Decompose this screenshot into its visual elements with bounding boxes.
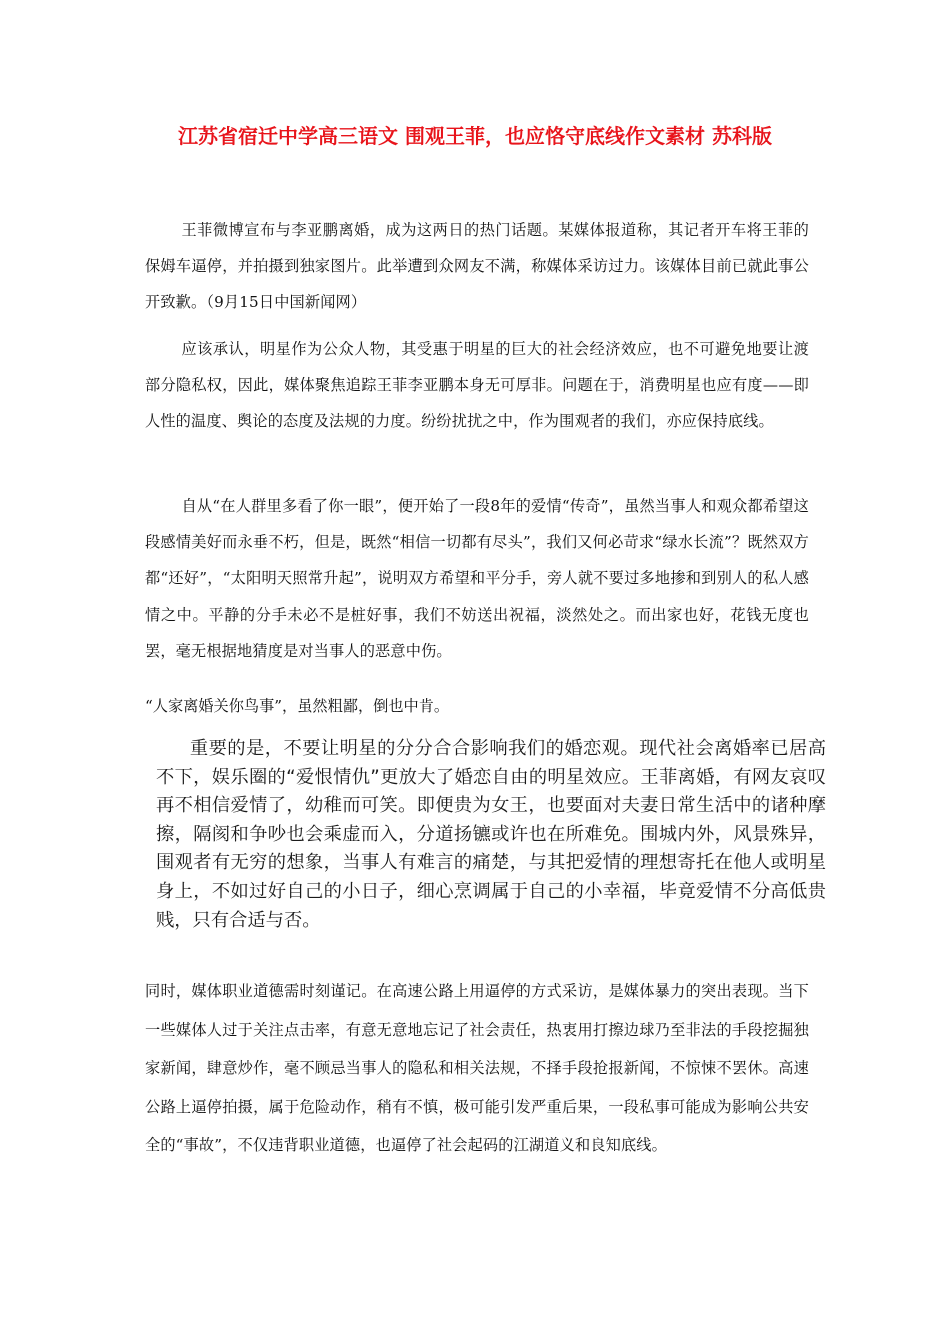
paragraph-media-ethics: 同时，媒体职业道德需时刻谨记。在高速公路上用逼停的方式采访，是媒体暴力的突出表现。当下一些媒体人过于关注点击率，有意无意地忘记了社会责任，热衷用打擦边球乃至非法的手段挖掘独家新闻，肆意炒作，毫不顾忌当事人的隐私和相关法规，不择手段抢报新闻，不惊悚不罢休。高速公路上逼停拍摄，属于危险动作，稍有不慎，极可能引发严重后果，一段私事可能成为影响公共安全的“事故”，不仅违背职业道德，也逼停了社会起码的江湖道义和良知底线。 [145, 982, 809, 1154]
paragraph-love-story: 自从“在人群里多看了你一眼”，便开始了一段8年的爱情“传奇”，虽然当事人和观众都希望这段感情美好而永垂不朽，但是，既然“相信一切都有尽头”，我们又何必苛求“绿水长流”？既然双方都“还好”，“太阳明天照常升起”，说明双方希望和平分手，旁人就不要过多地掺和到别人的私人感情之中。平静的分手未必不是桩好事，我们不妨送出祝福，淡然处之。而出家也好，花钱无度也罢，毫无根据地猜度是对当事人的恶意中伤。 [145, 497, 809, 660]
paragraph-privacy-argument: 应该承认，明星作为公众人物，其受惠于明星的巨大的社会经济效应，也不可避免地要让渡部分隐私权，因此，媒体聚焦追踪王菲李亚鹏本身无可厚非。问题在于，消费明星也应有度——即人性的温度、舆论的态度及法规的力度。纷纷扰扰之中，作为围观者的我们，亦应保持底线。 [145, 340, 809, 431]
paragraph-quote: “人家离婚关你鸟事”，虽然粗鄙，倒也中肯。 [145, 697, 450, 715]
document-title: 江苏省宿迁中学高三语文 围观王菲，也应恪守底线作文素材 苏科版 [178, 124, 772, 148]
paragraph-news-summary: 王菲微博宣布与李亚鹏离婚，成为这两日的热门话题。某媒体报道称，其记者开车将王菲的保姆车逼停，并拍摄到独家图片。此举遭到众网友不满，称媒体采访过力。该媒体目前已就此事公开致歉。（9月15日中国新闻网） [145, 221, 809, 312]
paragraph-marriage-view: 重要的是，不要让明星的分分合合影响我们的婚恋观。现代社会离婚率已居高不下，娱乐圈的“爱恨情仇”更放大了婚恋自由的明星效应。王菲离婚，有网友哀叹再不相信爱情了，幼稚而可笑。即便贵为女王，也要面对夫妻日常生活中的诸种摩擦，隔阂和争吵也会乘虚而入，分道扬镳或许也在所难免。围城内外，风景殊异，围观者有无穷的想象，当事人有难言的痛楚，与其把爱情的理想寄托在他人或明星身上，不如过好自己的小日子，细心烹调属于自己的小幸福，毕竟爱情不分高低贵贱，只有合适与否。 [156, 738, 826, 931]
